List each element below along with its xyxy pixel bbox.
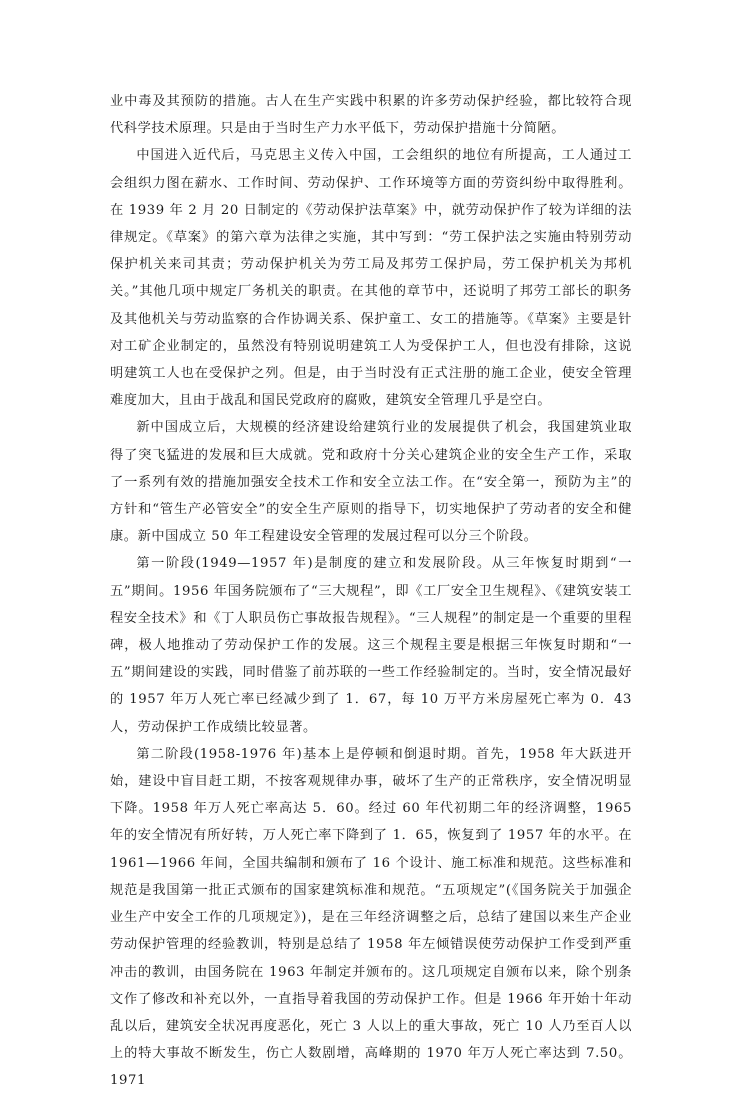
paragraph-stage-two: 第二阶段(1958-1976 年)基本上是停顿和倒退时期。首先，1958 年大跃进开始，建设中盲目赶工期，不按客观规律办事，破坏了生产的正常秩序，安全情况明显下降。1958 年万人死亡率高达 5．60。经过 60 年代初期二年的经济调整，1965 年的安全情况有所好转，万人死亡率下降到了 1．65，恢复到了 1957 年的水平。在 1961—1966 年间，全国共编制和颁布了 16 个设计、施工标准和规范。这些标准和规范是我国第一批正式颁布的国家建筑标准和规范。“五项规定”(《国务院关于加强企业生产中安全工作的几项规定》)，是在三年经济调整之后，总结了建国以来生产企业劳动保护管理的经验教训，特别是总结了 1958 年左倾错误使劳动保护工作受到严重冲击的教训，由国务院在 1963 年制定并颁布的。这几项规定自颁布以来，除个别条文作了修改和补充以外，一直指导着我国的劳动保护工作。但是 1966 年开始十年动乱以后，建筑安全状况再度恶化，死亡 3 人以上的重大事故，死亡 10 人乃至百人以上的特大事故不断发生，伤亡人数剧增，高峰期的 1970 年万人死亡率达到 7.50。1971 <box>110 746 632 1089</box>
paragraph-new-china: 新中国成立后，大规模的经济建设给建筑行业的发展提供了机会，我国建筑业取得了突飞猛进的发展和巨大成就。党和政府十分关心建筑企业的安全生产工作，采取了一系列有效的措施加强安全技术工作和安全立法工作。在“安全第一，预防为主”的方针和“管生产必管安全”的安全生产原则的指导下，切实地保护了劳动者的安全和健康。新中国成立 50 年工程建设安全管理的发展过程可以分三个阶段。 <box>110 420 632 545</box>
paragraph-stage-one: 第一阶段(1949—1957 年)是制度的建立和发展阶段。从三年恢复时期到“一五”期间。1956 年国务院颁布了“三大规程”，即《工厂安全卫生规程》、《建筑安装工程安全技术》和《丁人职员伤亡事故报告规程》。“三人规程”的制定是一个重要的里程碑，极人地推动了劳动保护工作的发展。这三个规程主要是根据三年恢复时期和“一五”期间建设的实践，同时借鉴了前苏联的一些工作经验制定的。当时，安全情况最好的 1957 年万人死亡率已经减少到了 1．67，每 10 万平方米房屋死亡率为 0．43 人，劳动保护工作成绩比较显著。 <box>110 556 632 735</box>
paragraph-continuation: 业中毒及其预防的措施。古人在生产实践中积累的许多劳动保护经验，都比较符合现代科学技术原理。只是由于当时生产力水平低下，劳动保护措施十分简陋。 <box>110 94 632 137</box>
document-body <box>110 88 632 1095</box>
paragraph-modern-china: 中国进入近代后，马克思主义传入中国，工会组织的地位有所提高，工人通过工会组织力图在薪水、工作时间、劳动保护、工作环境等方面的劳资纠纷中取得胜利。在 1939 年 2 月 20 日制定的《劳动保护法草案》中，就劳动保护作了较为详细的法律规定。《草案》的第六章为法律之实施，其中写到：“劳工保护法之实施由特别劳动保护机关来司其责；劳动保护机关为劳工局及邦劳工保护局，劳工保护机关为邦机关。”其他几项中规定厂务机关的职责。在其他的章节中，还说明了邦劳工部长的职务及其他机关与劳动监察的合作协调关系、保护童工、女工的措施等。《草案》主要是针对工矿企业制定的，虽然没有特别说明建筑工人为受保护工人，但也没有排除，这说明建筑工人也在受保护之列。但是，由于当时没有正式注册的施工企业，使安全管理难度加大，且由于战乱和国民党政府的腐败，建筑安全管理几乎是空白。 <box>110 148 632 409</box>
